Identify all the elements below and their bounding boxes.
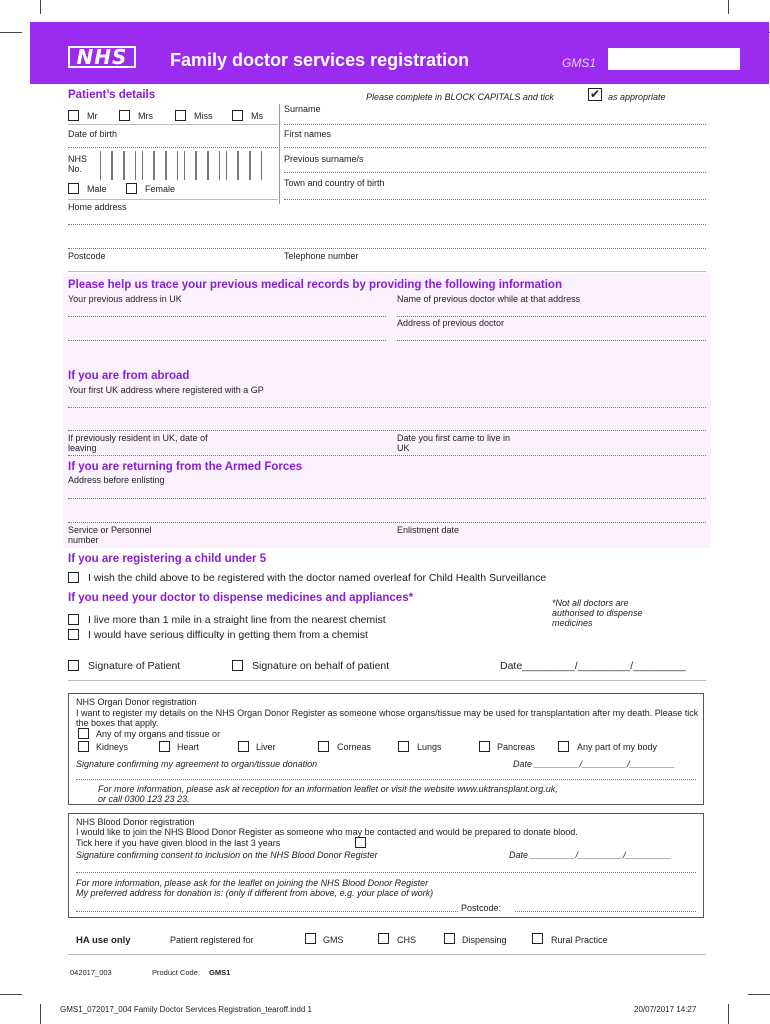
nhs-no-label: NHS No. [68,154,88,174]
enlisting-address-field[interactable] [68,522,706,523]
crop-mark [0,32,22,33]
organ-donor-text: I want to register my details on the NHS Organ Donor Register as someone whose organs/tissue may be used for transplantation after my death. Please tick the boxes that apply. [76,708,699,728]
kidneys-label: Kidneys [96,742,129,752]
signature-date-field[interactable]: Date_________/_________/_________ [500,660,686,672]
nhs-digit-cell[interactable] [250,151,262,180]
form-id-field[interactable] [608,48,740,70]
crop-mark [40,0,41,14]
child-health-statement: I wish the child above to be registered with the doctor named overleaf for Child Health Surveillance [88,572,547,584]
pancreas-checkbox[interactable] [479,741,490,752]
crop-mark [728,1004,729,1024]
blood-info-text: For more information, please ask for the leaflet on joining the NHS Blood Donor Register [76,878,429,888]
service-number-label: Service or Personnel number [68,525,152,545]
town-country-field[interactable] [284,199,706,200]
town-country-label: Town and country of birth [284,178,385,188]
divider [68,199,278,200]
rural-practice-checkbox[interactable] [532,933,543,944]
any-organs-checkbox[interactable] [78,728,89,739]
form-reference: 042017_003 [70,968,112,977]
dispense-title: If you need your doctor to dispense medicines and appliances* [68,592,414,604]
prev-address-label: Your previous address in UK [68,294,182,304]
product-code-label: Product Code: [152,968,200,977]
divider [68,680,706,681]
print-date: 20/07/2017 14:27 [634,1005,697,1014]
prev-doctor-address-field[interactable] [397,340,706,341]
dispensing-checkbox[interactable] [444,933,455,944]
gms-checkbox[interactable] [305,933,316,944]
blood-given-checkbox[interactable] [355,837,366,848]
form-title: Family doctor services registration [170,50,470,70]
nhs-digit-cell[interactable] [166,151,178,180]
form-code: GMS1 [562,56,597,70]
first-names-label: First names [284,129,332,139]
nhs-digit-cell[interactable] [208,151,220,180]
first-uk-address-field[interactable] [68,407,706,408]
blood-postcode-field[interactable] [515,911,696,912]
child-health-checkbox[interactable] [68,572,79,583]
preferred-address-field[interactable] [76,911,458,912]
female-label: Female [145,184,176,194]
dispense-note: *Not all doctors are authorised to dispense medicines [552,598,643,628]
crop-mark [728,0,729,14]
organ-donor-title: NHS Organ Donor registration [76,697,197,707]
signature-behalf-label: Signature on behalf of patient [252,660,390,672]
title-miss-checkbox[interactable] [175,110,186,121]
home-address-field[interactable] [68,224,706,225]
dob-label: Date of birth [68,129,118,139]
dispense-difficulty-label: I would have serious difficulty in getting them from a chemist [88,629,368,641]
any-organs-label: Any of my organs and tissue or [96,729,221,739]
registered-for-label: Patient registered for [170,935,254,945]
crop-mark [0,994,22,995]
file-name: GMS1_072017_004 Family Doctor Services Registration_tearoff.indd 1 [60,1005,312,1014]
lungs-label: Lungs [417,742,442,752]
patient-section-title: Patient’s details [68,89,156,101]
nhs-digit-cell[interactable] [142,151,154,180]
preferred-address-text: My preferred address for donation is: (only if different from above, e.g. your place of work) [76,888,434,898]
telephone-label: Telephone number [284,251,359,261]
signature-patient-label: Signature of Patient [88,660,181,672]
crop-mark [748,994,770,995]
any-part-checkbox[interactable] [558,741,569,752]
surname-label: Surname [284,104,321,114]
blood-donor-title: NHS Blood Donor registration [76,817,195,827]
heart-checkbox[interactable] [159,741,170,752]
gms-label: GMS [323,935,344,945]
nhs-digit-cell[interactable] [112,151,124,180]
prev-doctor-address-label: Address of previous doctor [397,318,505,328]
nhs-digit-cell[interactable] [184,151,196,180]
heart-label: Heart [177,742,200,752]
prev-surname-label: Previous surname/s [284,154,364,164]
date-first-came-label: Date you first came to live in UK [397,433,511,453]
male-label: Male [87,184,107,194]
lungs-checkbox[interactable] [398,741,409,752]
chs-label: CHS [397,935,417,945]
organ-date-field[interactable]: Date _________/_________/_________ [513,759,675,769]
child-title: If you are registering a child under 5 [68,553,267,565]
first-uk-address-field[interactable] [68,430,706,431]
title-mrs-label: Mrs [138,111,153,121]
prev-resident-label: If previously resident in UK, date of leaving [68,433,208,453]
home-address-field[interactable] [68,248,706,249]
postcode-label: Postcode [68,251,106,261]
prev-doctor-field[interactable] [397,316,706,317]
divider [68,271,706,272]
surname-field[interactable] [284,124,706,125]
home-address-label: Home address [68,202,127,212]
organ-info-text: For more information, please ask at reception for an information leaflet or visit the website www.uktransplant.org.uk, or call 0300 123 23 23. [98,784,558,804]
address-before-enlisting-label: Address before enlisting [68,475,165,485]
prev-address-field[interactable] [68,316,386,317]
signature-behalf-checkbox[interactable] [232,660,243,671]
dispense-distance-label: I live more than 1 mile in a straight line from the nearest chemist [88,614,386,626]
abroad-date-field[interactable] [68,455,706,456]
title-mr-checkbox[interactable] [68,110,79,121]
divider [68,954,706,955]
product-code: GMS1 [209,968,231,977]
organ-signature-label: Signature confirming my agreement to organ/tissue donation [76,759,318,769]
prev-surname-field[interactable] [284,172,706,173]
nhs-logo: NHS [68,46,136,68]
column-divider [279,104,280,204]
liver-label: Liver [256,742,276,752]
blood-donor-text: I would like to join the NHS Blood Donor Register as someone who may be contacted and would be prepared to donate blood. [76,827,578,837]
instruction-text: Please complete in BLOCK CAPITALS and tick [366,92,554,102]
nhs-digit-cell[interactable] [154,151,166,180]
title-ms-label: Ms [251,111,263,121]
enlisting-address-field[interactable] [68,498,706,499]
signature-patient-checkbox[interactable] [68,660,79,671]
title-miss-label: Miss [194,111,213,121]
chs-checkbox[interactable] [378,933,389,944]
rural-practice-label: Rural Practice [551,935,608,945]
blood-signature-field[interactable] [76,872,696,873]
kidneys-checkbox[interactable] [78,741,89,752]
armed-forces-title: If you are returning from the Armed Forces [68,461,303,473]
enlistment-date-label: Enlistment date [397,525,460,535]
dispensing-label: Dispensing [462,935,507,945]
title-mr-label: Mr [87,111,98,121]
blood-postcode-label: Postcode: [461,903,502,913]
first-names-field[interactable] [284,147,706,148]
instruction-suffix: as appropriate [608,92,666,102]
tick-icon: ✔ [589,87,601,101]
any-part-label: Any part of my body [577,742,658,752]
ha-use-label: HA use only [76,935,131,946]
nhs-digit-cell[interactable] [100,151,112,180]
blood-date-field[interactable]: Date _________/_________/_________ [509,850,671,860]
prev-address-field[interactable] [68,340,386,341]
divider [68,124,278,125]
prev-doctor-label: Name of previous doctor while at that address [397,294,581,304]
corneas-checkbox[interactable] [318,741,329,752]
male-checkbox[interactable] [68,183,79,194]
trace-title: Please help us trace your previous medical records by providing the following information [68,279,562,291]
title-ms-checkbox[interactable] [232,110,243,121]
nhs-digit-cell[interactable] [196,151,208,180]
dispense-distance-checkbox[interactable] [68,614,79,625]
organ-signature-field[interactable] [76,779,696,780]
corneas-label: Corneas [337,742,372,752]
blood-signature-label: Signature confirming consent to inclusion on the NHS Blood Donor Register [76,850,378,860]
dispense-difficulty-checkbox[interactable] [68,629,79,640]
pancreas-label: Pancreas [497,742,536,752]
abroad-title: If you are from abroad [68,370,190,382]
nhs-digit-cell[interactable] [238,151,250,180]
blood-given-label: Tick here if you have given blood in the last 3 years [76,838,281,848]
nhs-digit-cell[interactable] [226,151,238,180]
liver-checkbox[interactable] [238,741,249,752]
crop-mark [40,1004,41,1024]
title-mrs-checkbox[interactable] [119,110,130,121]
first-uk-address-label: Your first UK address where registered with a GP [68,385,264,395]
nhs-digit-cell[interactable] [124,151,136,180]
female-checkbox[interactable] [126,183,137,194]
dob-field[interactable] [68,147,278,148]
